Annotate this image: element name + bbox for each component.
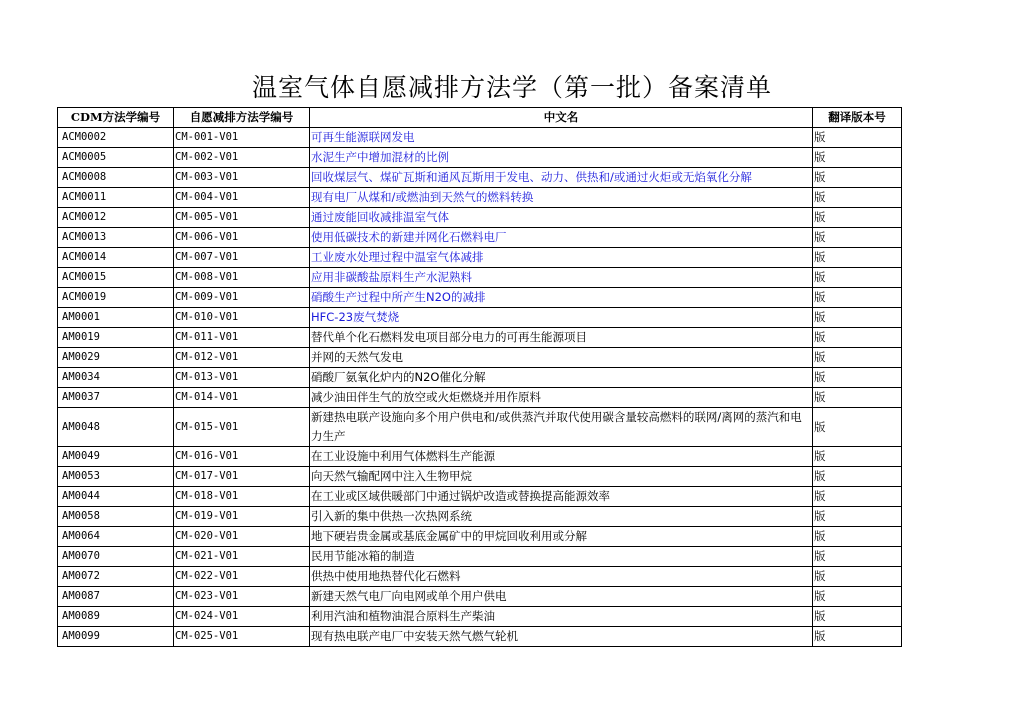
version-cell: 版 [813, 228, 902, 248]
cdm-number-cell: AM0087 [58, 587, 174, 607]
cm-number-cell: CM-025-V01 [174, 627, 310, 647]
header-chinese-name: 中文名 [310, 108, 813, 128]
table-row [58, 208, 902, 228]
cm-number-cell: CM-023-V01 [174, 587, 310, 607]
cdm-number-cell: ACM0019 [58, 288, 174, 308]
cdm-number-cell: ACM0014 [58, 248, 174, 268]
cdm-number-cell: AM0058 [58, 507, 174, 527]
header-cm-number: 自愿减排方法学编号 [174, 108, 310, 128]
table-row [58, 328, 902, 348]
version-cell: 版 [813, 627, 902, 647]
cdm-number-cell: AM0070 [58, 547, 174, 567]
version-cell: 版 [813, 148, 902, 168]
table-row [58, 348, 902, 368]
cdm-number-cell: AM0044 [58, 487, 174, 507]
cdm-number-cell: AM0034 [58, 368, 174, 388]
chinese-name-cell: 并网的天然气发电 [310, 348, 813, 368]
cdm-number-cell: AM0099 [58, 627, 174, 647]
cdm-number-cell: ACM0011 [58, 188, 174, 208]
table-row [58, 587, 902, 607]
cm-number-cell: CM-022-V01 [174, 567, 310, 587]
table-row [58, 447, 902, 467]
table-row [58, 507, 902, 527]
version-cell: 版 [813, 567, 902, 587]
chinese-name-cell[interactable]: 通过废能回收减排温室气体 [310, 208, 813, 228]
cm-number-cell: CM-008-V01 [174, 268, 310, 288]
chinese-name-cell[interactable]: HFC-23废气焚烧 [310, 308, 813, 328]
table-row [58, 168, 902, 188]
cm-number-cell: CM-017-V01 [174, 467, 310, 487]
version-cell: 版 [813, 607, 902, 627]
version-cell: 版 [813, 308, 902, 328]
version-cell: 版 [813, 188, 902, 208]
version-cell: 版 [813, 268, 902, 288]
cm-number-cell: CM-007-V01 [174, 248, 310, 268]
chinese-name-cell: 硝酸厂氨氧化炉内的N2O催化分解 [310, 368, 813, 388]
version-cell: 版 [813, 408, 902, 447]
cm-number-cell: CM-016-V01 [174, 447, 310, 467]
table-row [58, 228, 902, 248]
cdm-number-cell: ACM0012 [58, 208, 174, 228]
chinese-name-cell: 现有热电联产电厂中安装天然气燃气轮机 [310, 627, 813, 647]
methodology-table [57, 107, 902, 647]
cm-number-cell: CM-005-V01 [174, 208, 310, 228]
cdm-number-cell: AM0064 [58, 527, 174, 547]
chinese-name-cell: 在工业或区域供暖部门中通过锅炉改造或替换提高能源效率 [310, 487, 813, 507]
header-translation-version: 翻译版本号 [813, 108, 902, 128]
chinese-name-cell[interactable]: 应用非碳酸盐原料生产水泥熟料 [310, 268, 813, 288]
chinese-name-cell: 减少油田伴生气的放空或火炬燃烧并用作原料 [310, 388, 813, 408]
header-cdm-number: CDM方法学编号 [58, 108, 174, 128]
version-cell: 版 [813, 208, 902, 228]
cm-number-cell: CM-018-V01 [174, 487, 310, 507]
cm-number-cell: CM-015-V01 [174, 408, 310, 447]
cdm-number-cell: AM0049 [58, 447, 174, 467]
chinese-name-cell: 供热中使用地热替代化石燃料 [310, 567, 813, 587]
cdm-number-cell: AM0037 [58, 388, 174, 408]
cm-number-cell: CM-006-V01 [174, 228, 310, 248]
cdm-number-cell: AM0053 [58, 467, 174, 487]
cdm-number-cell: AM0072 [58, 567, 174, 587]
version-cell: 版 [813, 467, 902, 487]
chinese-name-cell[interactable]: 回收煤层气、煤矿瓦斯和通风瓦斯用于发电、动力、供热和/或通过火炬或无焰氧化分解 [310, 168, 813, 188]
chinese-name-cell[interactable]: 工业废水处理过程中温室气体减排 [310, 248, 813, 268]
cm-number-cell: CM-013-V01 [174, 368, 310, 388]
cm-number-cell: CM-009-V01 [174, 288, 310, 308]
chinese-name-cell[interactable]: 可再生能源联网发电 [310, 128, 813, 148]
table-row [58, 467, 902, 487]
chinese-name-cell[interactable]: 硝酸生产过程中所产生N2O的减排 [310, 288, 813, 308]
chinese-name-cell: 向天然气输配网中注入生物甲烷 [310, 467, 813, 487]
chinese-name-cell: 利用汽油和植物油混合原料生产柴油 [310, 607, 813, 627]
cm-number-cell: CM-011-V01 [174, 328, 310, 348]
cm-number-cell: CM-024-V01 [174, 607, 310, 627]
table-row [58, 487, 902, 507]
table-row [58, 547, 902, 567]
version-cell: 版 [813, 527, 902, 547]
cm-number-cell: CM-001-V01 [174, 128, 310, 148]
cm-number-cell: CM-012-V01 [174, 348, 310, 368]
table-row [58, 128, 902, 148]
chinese-name-cell: 新建天然气电厂向电网或单个用户供电 [310, 587, 813, 607]
table-row [58, 308, 902, 328]
cdm-number-cell: ACM0008 [58, 168, 174, 188]
table-row [58, 148, 902, 168]
cm-number-cell: CM-002-V01 [174, 148, 310, 168]
cdm-number-cell: AM0089 [58, 607, 174, 627]
cm-number-cell: CM-010-V01 [174, 308, 310, 328]
version-cell: 版 [813, 128, 902, 148]
cm-number-cell: CM-020-V01 [174, 527, 310, 547]
version-cell: 版 [813, 447, 902, 467]
table-row [58, 248, 902, 268]
page-title: 温室气体自愿减排方法学（第一批）备案清单 [251, 73, 772, 102]
chinese-name-cell: 替代单个化石燃料发电项目部分电力的可再生能源项目 [310, 328, 813, 348]
table-row [58, 388, 902, 408]
cdm-number-cell: ACM0015 [58, 268, 174, 288]
cm-number-cell: CM-019-V01 [174, 507, 310, 527]
version-cell: 版 [813, 388, 902, 408]
table-row [58, 627, 902, 647]
table-row [58, 527, 902, 547]
version-cell: 版 [813, 288, 902, 308]
version-cell: 版 [813, 368, 902, 388]
version-cell: 版 [813, 487, 902, 507]
cdm-number-cell: ACM0013 [58, 228, 174, 248]
cdm-number-cell: ACM0005 [58, 148, 174, 168]
cm-number-cell: CM-004-V01 [174, 188, 310, 208]
cm-number-cell: CM-014-V01 [174, 388, 310, 408]
table-row [58, 268, 902, 288]
version-cell: 版 [813, 587, 902, 607]
version-cell: 版 [813, 248, 902, 268]
chinese-name-cell[interactable]: 使用低碳技术的新建并网化石燃料电厂 [310, 228, 813, 248]
table-row [58, 288, 902, 308]
table-row [58, 188, 902, 208]
table-row [58, 567, 902, 587]
chinese-name-cell: 新建热电联产设施向多个用户供电和/或供蒸汽并取代使用碳含量较高燃料的联网/离网的蒸汽和电力生产 [310, 408, 813, 447]
table-row [58, 368, 902, 388]
version-cell: 版 [813, 547, 902, 567]
cdm-number-cell: AM0019 [58, 328, 174, 348]
cdm-number-cell: AM0029 [58, 348, 174, 368]
chinese-name-cell: 民用节能冰箱的制造 [310, 547, 813, 567]
cm-number-cell: CM-021-V01 [174, 547, 310, 567]
chinese-name-cell: 地下硬岩贵金属或基底金属矿中的甲烷回收利用或分解 [310, 527, 813, 547]
cdm-number-cell: AM0048 [58, 408, 174, 447]
chinese-name-cell: 引入新的集中供热一次热网系统 [310, 507, 813, 527]
table-row [58, 408, 902, 447]
chinese-name-cell[interactable]: 现有电厂从煤和/或燃油到天然气的燃料转换 [310, 188, 813, 208]
cdm-number-cell: ACM0002 [58, 128, 174, 148]
table-row [58, 607, 902, 627]
version-cell: 版 [813, 348, 902, 368]
version-cell: 版 [813, 168, 902, 188]
chinese-name-cell: 在工业设施中利用气体燃料生产能源 [310, 447, 813, 467]
version-cell: 版 [813, 507, 902, 527]
cm-number-cell: CM-003-V01 [174, 168, 310, 188]
version-cell: 版 [813, 328, 902, 348]
chinese-name-cell[interactable]: 水泥生产中增加混材的比例 [310, 148, 813, 168]
cdm-number-cell: AM0001 [58, 308, 174, 328]
header-row [58, 108, 902, 128]
